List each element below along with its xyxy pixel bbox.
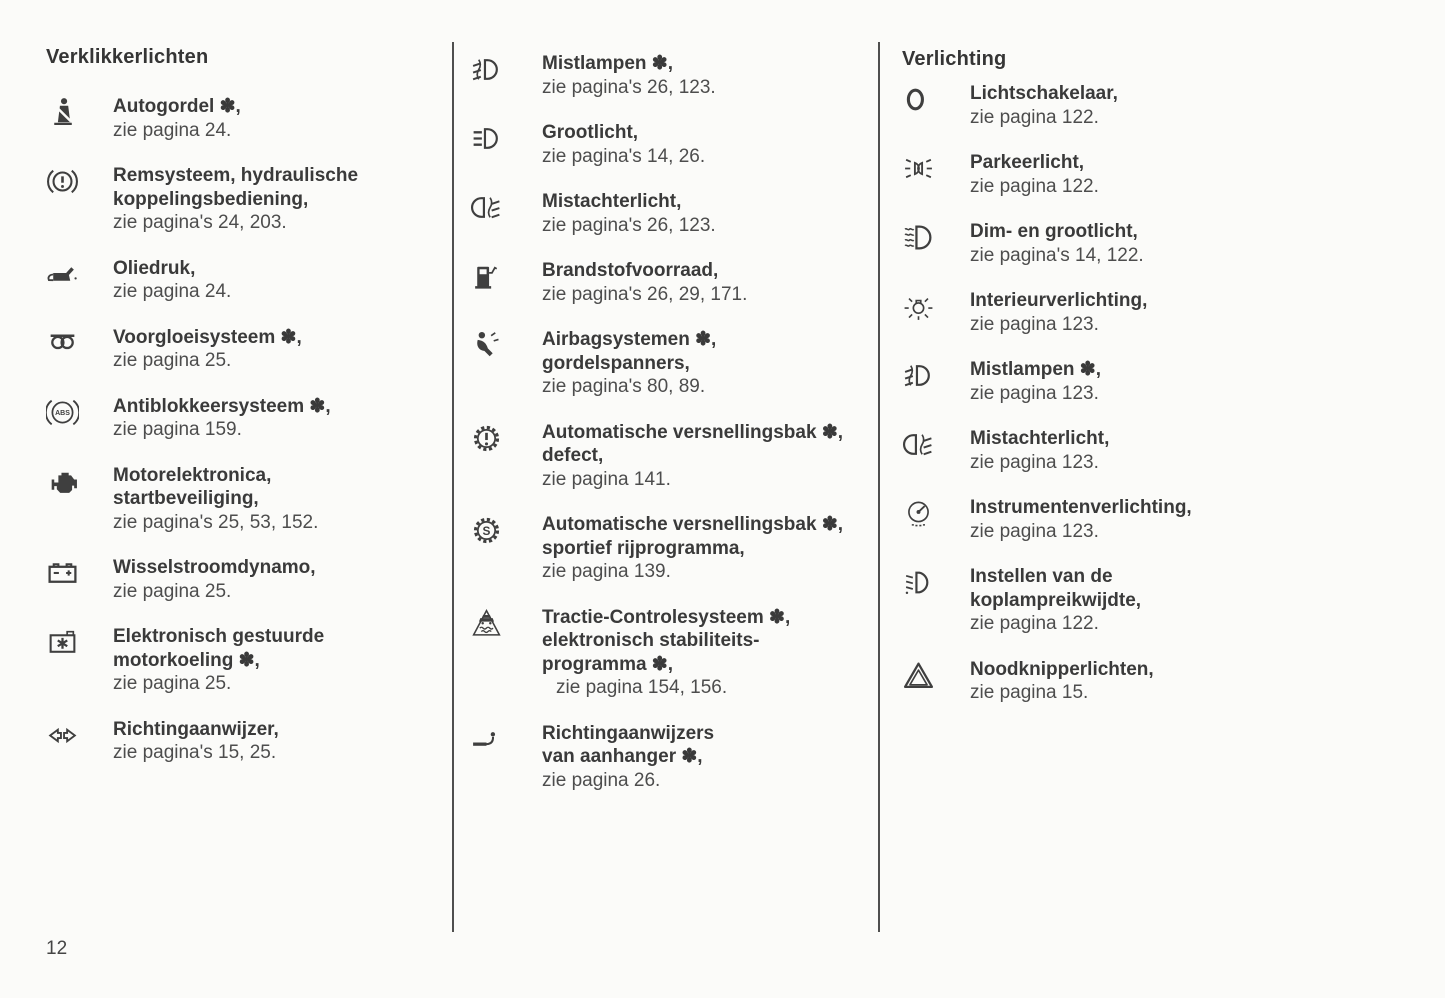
item-label-line: Antiblokkeersysteem ✽, — [113, 395, 331, 417]
item-label-line: elektronisch stabiliteits- — [542, 630, 760, 651]
item-label-line: Remsysteem, hydraulische — [113, 165, 359, 186]
item-list — [470, 52, 860, 792]
indicator-item — [902, 658, 1292, 705]
instrument-light-icon — [902, 496, 970, 530]
item-text — [113, 95, 241, 142]
item-text — [542, 606, 790, 700]
indicator-item — [470, 259, 860, 306]
indicator-item — [902, 289, 1292, 336]
item-label-line: Grootlicht, — [542, 122, 639, 143]
page-reference: zie pagina 26. — [542, 769, 661, 791]
item-text — [542, 421, 843, 492]
indicator-item — [470, 421, 860, 492]
light-switch-icon — [902, 82, 970, 116]
item-text — [970, 151, 1099, 198]
indicator-item — [46, 164, 431, 235]
brake-system-icon — [46, 164, 113, 198]
fuel-icon — [470, 259, 542, 293]
indicator-item — [902, 151, 1292, 198]
oil-pressure-icon — [46, 257, 113, 291]
page-reference: zie pagina 154, 156. — [556, 677, 728, 698]
item-label-line: Mistachterlicht, — [970, 428, 1110, 449]
item-text — [970, 427, 1109, 474]
indicator-item — [46, 95, 431, 142]
page-reference: zie pagina 25. — [113, 580, 232, 602]
item-label-line: Elektronisch gestuurde — [113, 626, 325, 647]
page-reference: zie pagina 25. — [113, 673, 232, 694]
item-label-line: Oliedruk, — [113, 257, 196, 279]
page-number: 12 — [46, 938, 68, 959]
item-label-line: Interieurverlichting, — [970, 290, 1148, 311]
item-label-line: programma ✽, — [542, 653, 674, 675]
item-text — [970, 220, 1144, 267]
page-reference: zie pagina's 14, 26. — [542, 145, 706, 167]
indicator-item — [46, 326, 431, 373]
battery-icon — [46, 556, 113, 590]
page-reference: zie pagina's 14, 122. — [970, 244, 1144, 266]
indicator-item — [902, 220, 1292, 267]
interior-light-icon — [902, 289, 970, 323]
item-label-line: Instellen van de — [970, 566, 1113, 587]
item-text — [113, 556, 316, 603]
page-reference: zie pagina 15. — [970, 682, 1089, 703]
indicator-item — [470, 52, 860, 99]
page-reference: zie pagina 123. — [970, 313, 1099, 335]
item-text — [542, 52, 716, 99]
indicator-item — [46, 718, 431, 765]
item-label-line: Mistachterlicht, — [542, 191, 682, 212]
item-text — [113, 464, 318, 535]
svg-text:ABS: ABS — [55, 409, 70, 417]
page-reference: zie pagina 141. — [542, 468, 671, 490]
trailer-turn-icon — [470, 722, 542, 756]
item-text — [113, 164, 358, 235]
item-label-line: Richtingaanwijzer, — [113, 718, 279, 740]
item-label-line: Instrumentenverlichting, — [970, 497, 1192, 518]
section-title-verklikkerlichten: Verklikkerlichten — [46, 46, 209, 68]
indicator-item — [902, 82, 1292, 129]
item-label-line: Lichtschakelaar, — [970, 83, 1118, 104]
page-reference: zie pagina 139. — [542, 561, 671, 582]
item-label-line: defect, — [542, 445, 604, 466]
page-reference: zie pagina 122. — [970, 106, 1099, 128]
section-title-verlichting: Verlichting — [902, 48, 1007, 70]
parking-light-icon — [902, 151, 970, 185]
gearbox-defect-icon — [470, 421, 542, 455]
rear-fog-icon — [902, 427, 970, 461]
item-label-line: Airbagsystemen ✽, — [542, 329, 717, 350]
page-reference: zie pagina 123. — [970, 382, 1099, 404]
indicator-item — [470, 190, 860, 237]
traction-control-icon — [470, 606, 542, 640]
indicator-item — [902, 496, 1292, 543]
item-label-line: Tractie-Controlesysteem ✽, — [542, 606, 791, 628]
airbag-icon — [470, 328, 542, 362]
item-text — [970, 82, 1118, 129]
indicator-item — [470, 121, 860, 168]
page-reference: zie pagina 24. — [113, 119, 232, 141]
glow-plug-icon — [46, 326, 113, 360]
item-text — [113, 257, 231, 304]
indicator-item — [46, 257, 431, 304]
seatbelt-icon — [46, 95, 113, 129]
engine-cooling-icon — [46, 625, 113, 659]
column-divider — [452, 42, 454, 932]
page-reference: zie pagina 159. — [113, 419, 242, 440]
item-text — [970, 565, 1141, 636]
item-label-line: sportief rijprogramma, — [542, 537, 745, 559]
page-reference: zie pagina's 80, 89. — [542, 376, 706, 397]
indicator-item — [902, 427, 1292, 474]
engine-electronics-icon — [46, 464, 113, 498]
page-reference: zie pagina 25. — [113, 350, 232, 371]
item-label-line: Automatische versnellingsbak ✽, — [542, 514, 844, 535]
indicator-item — [46, 395, 431, 442]
front-fog-icon — [902, 358, 970, 392]
indicator-item — [470, 513, 860, 584]
item-label-line: Noodknipperlichten, — [970, 658, 1154, 680]
item-list — [902, 82, 1292, 705]
item-label-line: Mistlampen ✽, — [970, 359, 1101, 380]
svg-text:S: S — [482, 523, 491, 538]
item-text — [970, 358, 1101, 405]
item-label-line: Wisselstroomdynamo, — [113, 557, 316, 578]
item-label-line: Voorgloeisysteem ✽, — [113, 326, 302, 348]
indicator-item — [46, 625, 431, 696]
item-label-line: startbeveiliging, — [113, 488, 259, 509]
item-label-line: Brandstofvoorraad, — [542, 260, 719, 281]
item-label-line: Richtingaanwijzers — [542, 722, 715, 744]
front-fog-icon — [470, 52, 542, 86]
dim-high-beam-icon — [902, 220, 970, 254]
page-reference: zie pagina 123. — [970, 520, 1099, 542]
headlamp-range-icon — [902, 565, 970, 599]
column-warning-lights — [46, 46, 431, 765]
item-text — [542, 722, 714, 793]
item-label-line: koplampreikwijdte, — [970, 589, 1142, 611]
item-text — [542, 259, 747, 306]
page-reference: zie pagina's 26, 29, 171. — [542, 283, 748, 305]
item-text — [113, 326, 302, 373]
page-reference: zie pagina 24. — [113, 281, 232, 302]
item-text — [970, 496, 1192, 543]
page-reference: zie pagina's 26, 123. — [542, 76, 716, 98]
item-label-line: motorkoeling ✽, — [113, 649, 260, 671]
column-divider — [878, 42, 880, 932]
abs-icon — [46, 395, 113, 429]
item-text — [113, 395, 331, 442]
item-label-line: Parkeerlicht, — [970, 152, 1085, 173]
item-label-line: koppelingsbediening, — [113, 188, 309, 210]
item-label-line: Motorelektronica, — [113, 464, 272, 486]
item-label-line: Autogordel ✽, — [113, 96, 241, 117]
item-text — [542, 328, 716, 399]
page-reference: zie pagina 122. — [970, 175, 1099, 197]
item-label-line: van aanhanger ✽, — [542, 746, 703, 767]
item-text — [542, 190, 716, 237]
column-lighting — [902, 48, 1292, 705]
page-reference: zie pagina's 15, 25. — [113, 742, 277, 763]
indicator-item — [902, 358, 1292, 405]
item-list — [46, 95, 431, 765]
page-reference: zie pagina 122. — [970, 613, 1099, 634]
page-reference: zie pagina's 24, 203. — [113, 212, 287, 233]
page-reference: zie pagina 123. — [970, 451, 1099, 473]
item-label-line: Dim- en grootlicht, — [970, 221, 1138, 242]
indicator-item — [470, 606, 860, 700]
item-text — [113, 718, 279, 765]
item-text — [542, 513, 843, 584]
indicator-item — [46, 464, 431, 535]
indicator-item — [902, 565, 1292, 636]
indicator-item — [470, 328, 860, 399]
item-label-line: gordelspanners, — [542, 352, 690, 374]
rear-fog-icon — [470, 190, 542, 224]
item-text — [113, 625, 324, 696]
item-text — [970, 658, 1154, 705]
page-reference: zie pagina's 26, 123. — [542, 214, 716, 236]
indicator-item — [46, 556, 431, 603]
indicator-item — [470, 722, 860, 793]
item-label-line: Mistlampen ✽, — [542, 53, 673, 74]
high-beam-icon — [470, 121, 542, 155]
item-label-line: Automatische versnellingsbak ✽, — [542, 421, 844, 443]
page-reference: zie pagina's 25, 53, 152. — [113, 511, 319, 533]
item-text — [542, 121, 705, 168]
hazard-icon — [902, 658, 970, 692]
item-text — [970, 289, 1147, 336]
turn-signal-icon — [46, 718, 113, 752]
gearbox-sport-icon — [470, 513, 542, 547]
column-warning-lights-continued — [470, 52, 860, 792]
